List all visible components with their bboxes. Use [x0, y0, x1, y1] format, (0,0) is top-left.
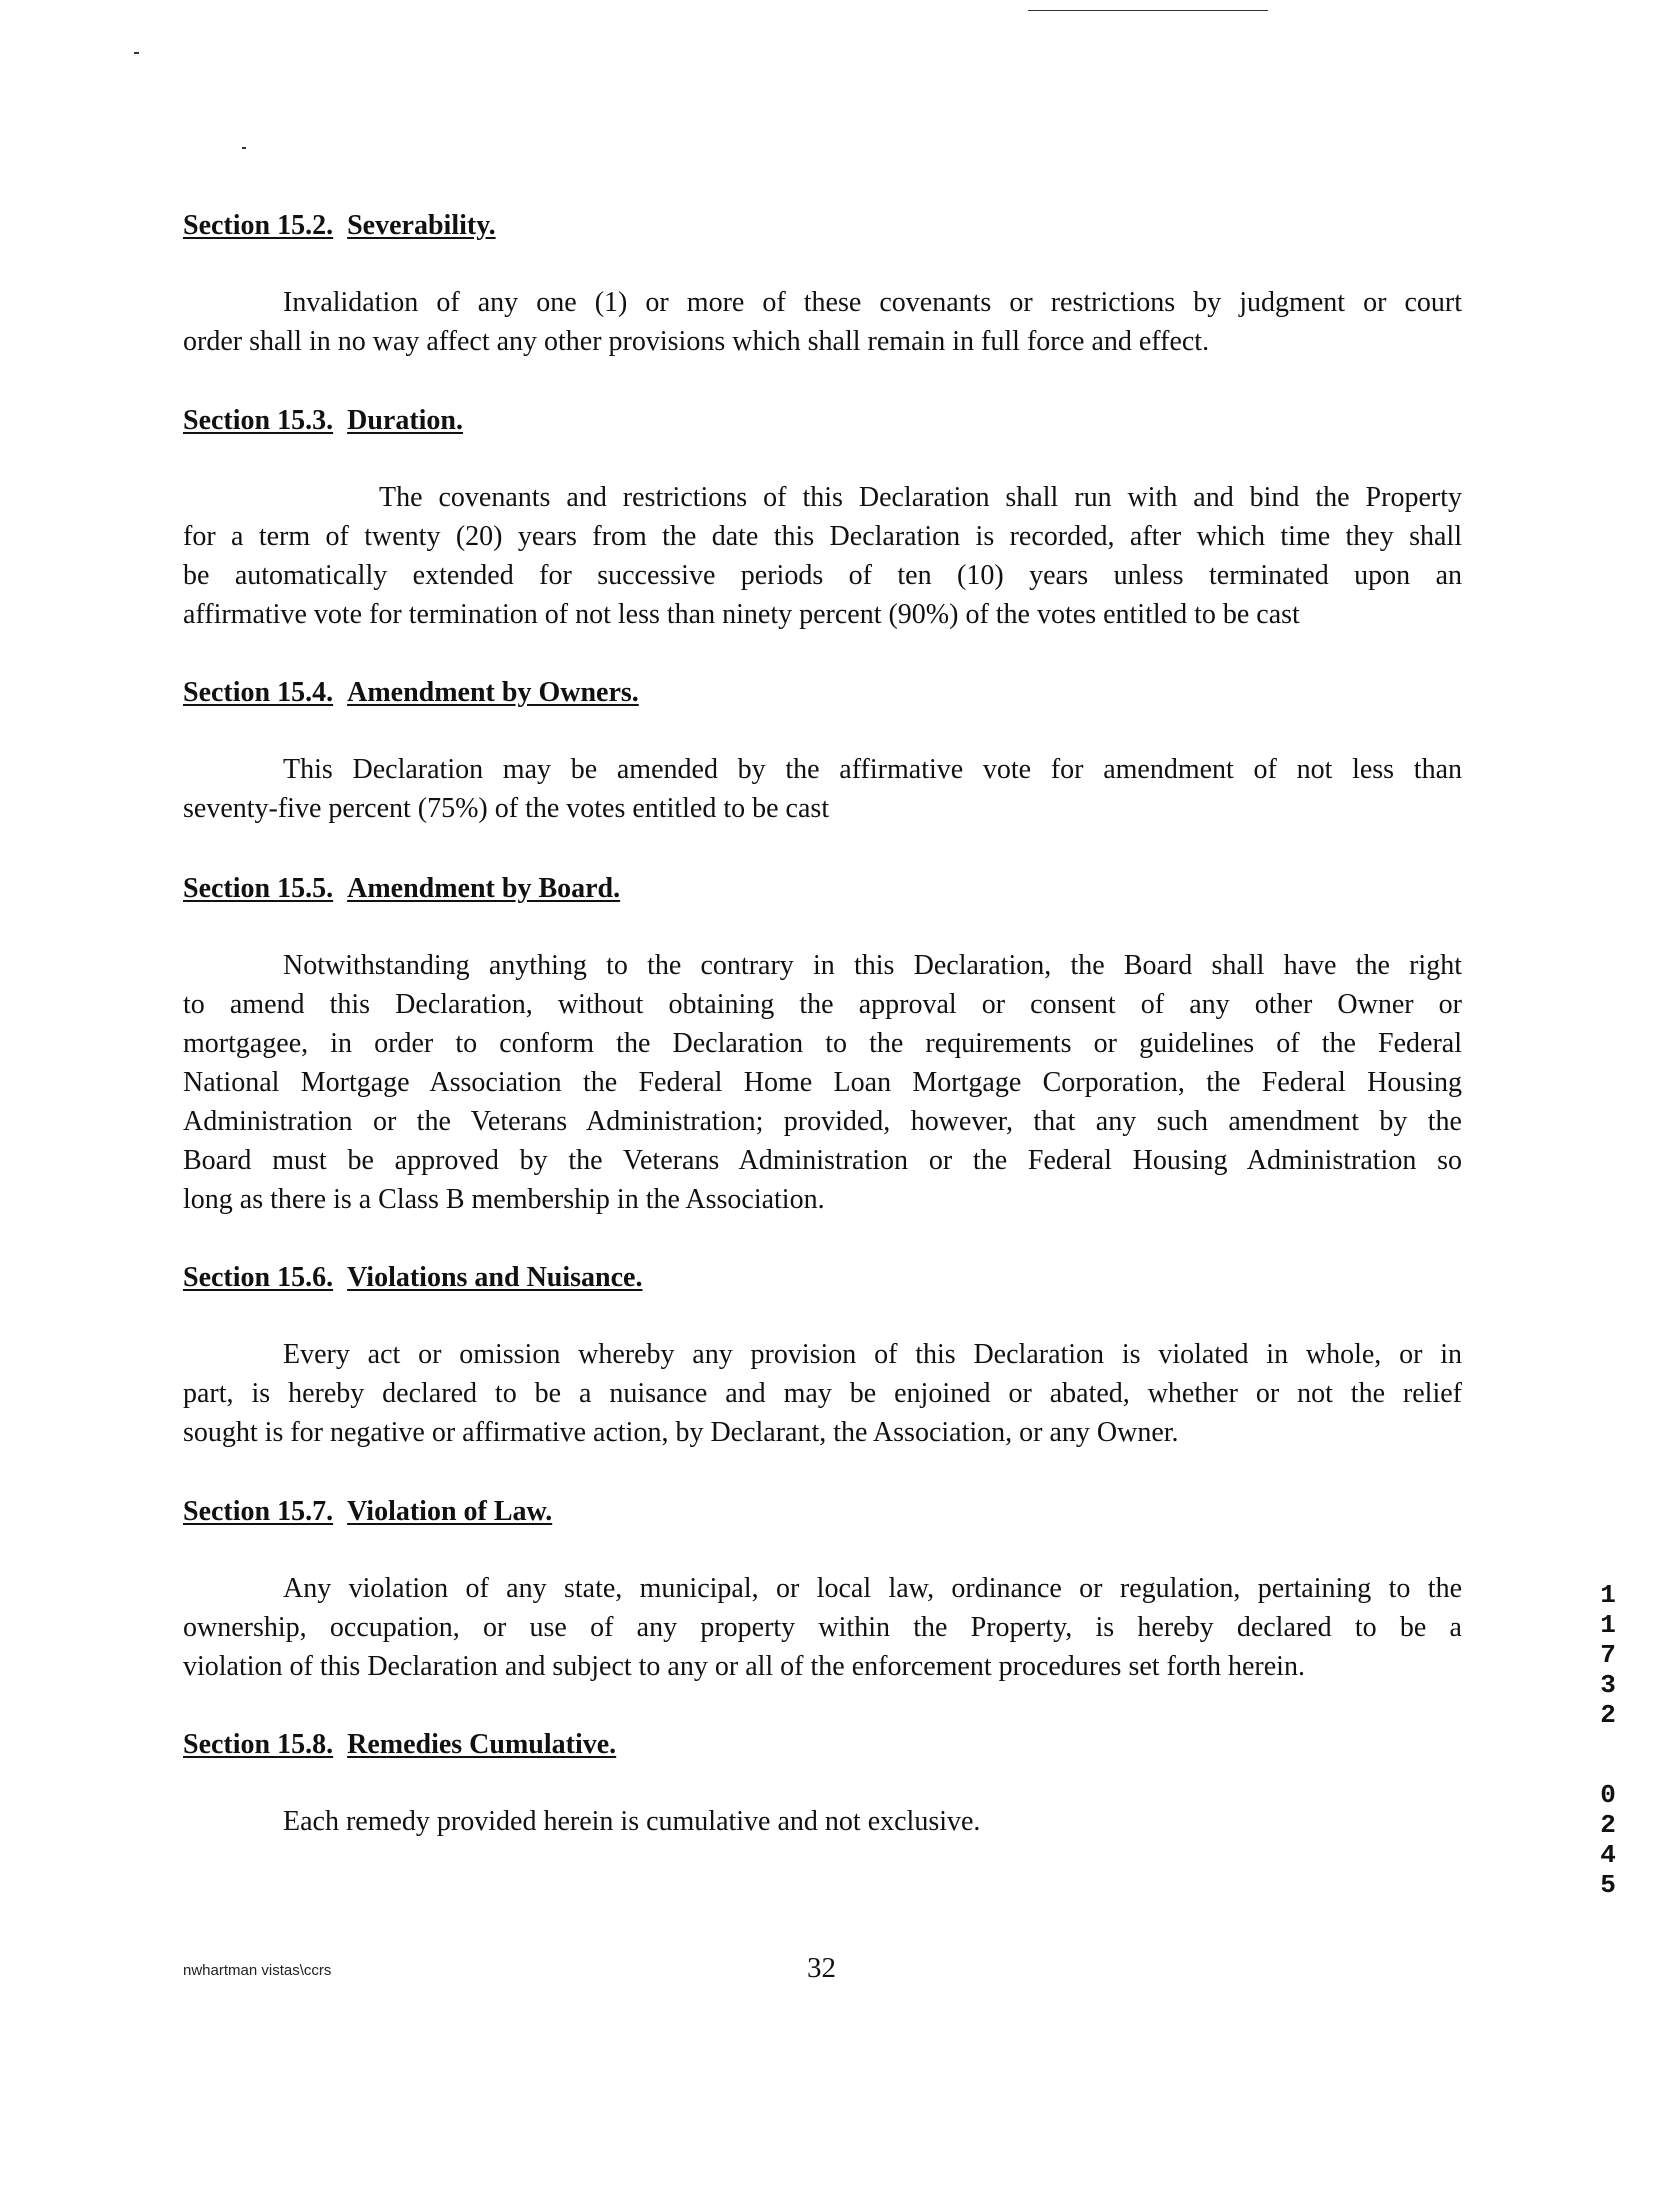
paragraph-line: part, is hereby declared to be a nuisance and may be enjoined or abated, whether or not the relief	[183, 1378, 1462, 1409]
scan-speck	[134, 52, 139, 54]
paragraph-line: order shall in no way affect any other provisions which shall remain in full force and effect.	[183, 326, 1210, 357]
section-paragraph	[183, 1569, 1462, 1686]
paragraph-line: Any violation of any state, municipal, or local law, ordinance or regulation, pertaining to the	[283, 1573, 1462, 1604]
section-heading	[183, 1492, 552, 1531]
paragraph-line: Notwithstanding anything to the contrary in this Declaration, the Board shall have the right	[283, 950, 1462, 981]
paragraph-line: Every act or omission whereby any provision of this Declaration is violated in whole, or in	[283, 1339, 1462, 1370]
paragraph-line: ownership, occupation, or use of any property within the Property, is hereby declared to be a	[183, 1612, 1462, 1643]
stamp-digits-top: 11732	[1600, 1580, 1616, 1730]
paragraph-line: sought is for negative or affirmative action, by Declarant, the Association, or any Owner.	[183, 1417, 1179, 1448]
section-title: Violation of Law.	[347, 1496, 553, 1527]
section-number: Section 15.3.	[183, 405, 334, 436]
paragraph-line: long as there is a Class B membership in the Association.	[183, 1184, 825, 1215]
section-title: Amendment by Board.	[347, 873, 621, 904]
paragraph-line: seventy-five percent (75%) of the votes entitled to be cast	[183, 793, 830, 824]
section-paragraph	[183, 750, 1462, 828]
paragraph-line: be automatically extended for successive periods of ten (10) years unless terminated upon an	[183, 560, 1462, 591]
section-number: Section 15.8.	[183, 1729, 334, 1760]
section-heading	[183, 1725, 616, 1764]
section-title: Amendment by Owners.	[347, 677, 639, 708]
section-paragraph	[183, 1802, 1462, 1841]
paragraph-line: affirmative vote for termination of not less than ninety percent (90%) of the votes entitled to be cast	[183, 599, 1300, 630]
stamp-digits-bottom: 0245	[1600, 1780, 1616, 1900]
section-number: Section 15.4.	[183, 677, 334, 708]
scan-line	[1028, 10, 1268, 11]
paragraph-line: mortgagee, in order to conform the Declaration to the requirements or guidelines of the Federal	[183, 1028, 1462, 1059]
section-paragraph	[183, 478, 1462, 634]
paragraph-line: violation of this Declaration and subject to any or all of the enforcement procedures set forth herein.	[183, 1651, 1305, 1682]
section-number: Section 15.7.	[183, 1496, 334, 1527]
section-paragraph	[183, 1335, 1462, 1452]
section-heading	[183, 1258, 642, 1297]
section-number: Section 15.5.	[183, 873, 334, 904]
paragraph-line: Invalidation of any one (1) or more of these covenants or restrictions by judgment or court	[283, 287, 1462, 318]
section-number: Section 15.6.	[183, 1262, 334, 1293]
footer-file-reference: nwhartman vistas\ccrs	[183, 1962, 332, 1979]
paragraph-line: Each remedy provided herein is cumulative and not exclusive.	[283, 1806, 981, 1837]
section-heading	[183, 401, 463, 440]
section-title: Remedies Cumulative.	[347, 1729, 617, 1760]
section-paragraph	[183, 283, 1462, 361]
paragraph-line: for a term of twenty (20) years from the date this Declaration is recorded, after which time they shall	[183, 521, 1462, 552]
section-title: Violations and Nuisance.	[347, 1262, 643, 1293]
section-number: Section 15.2.	[183, 210, 334, 241]
section-heading	[183, 869, 620, 908]
page-number: 32	[807, 1952, 836, 1984]
section-title: Duration.	[347, 405, 464, 436]
paragraph-line: This Declaration may be amended by the affirmative vote for amendment of not less than	[283, 754, 1462, 785]
paragraph-line: The covenants and restrictions of this Declaration shall run with and bind the Property	[379, 482, 1462, 513]
section-paragraph	[183, 946, 1462, 1219]
paragraph-line: National Mortgage Association the Federal Home Loan Mortgage Corporation, the Federal Housing	[183, 1067, 1462, 1098]
section-heading	[183, 206, 496, 245]
section-heading	[183, 673, 639, 712]
scan-speck	[242, 147, 246, 149]
paragraph-line: Administration or the Veterans Administration; provided, however, that any such amendment by the	[183, 1106, 1462, 1137]
paragraph-line: to amend this Declaration, without obtaining the approval or consent of any other Owner or	[183, 989, 1462, 1020]
paragraph-line: Board must be approved by the Veterans Administration or the Federal Housing Administration so	[183, 1145, 1462, 1176]
section-title: Severability.	[347, 210, 496, 241]
